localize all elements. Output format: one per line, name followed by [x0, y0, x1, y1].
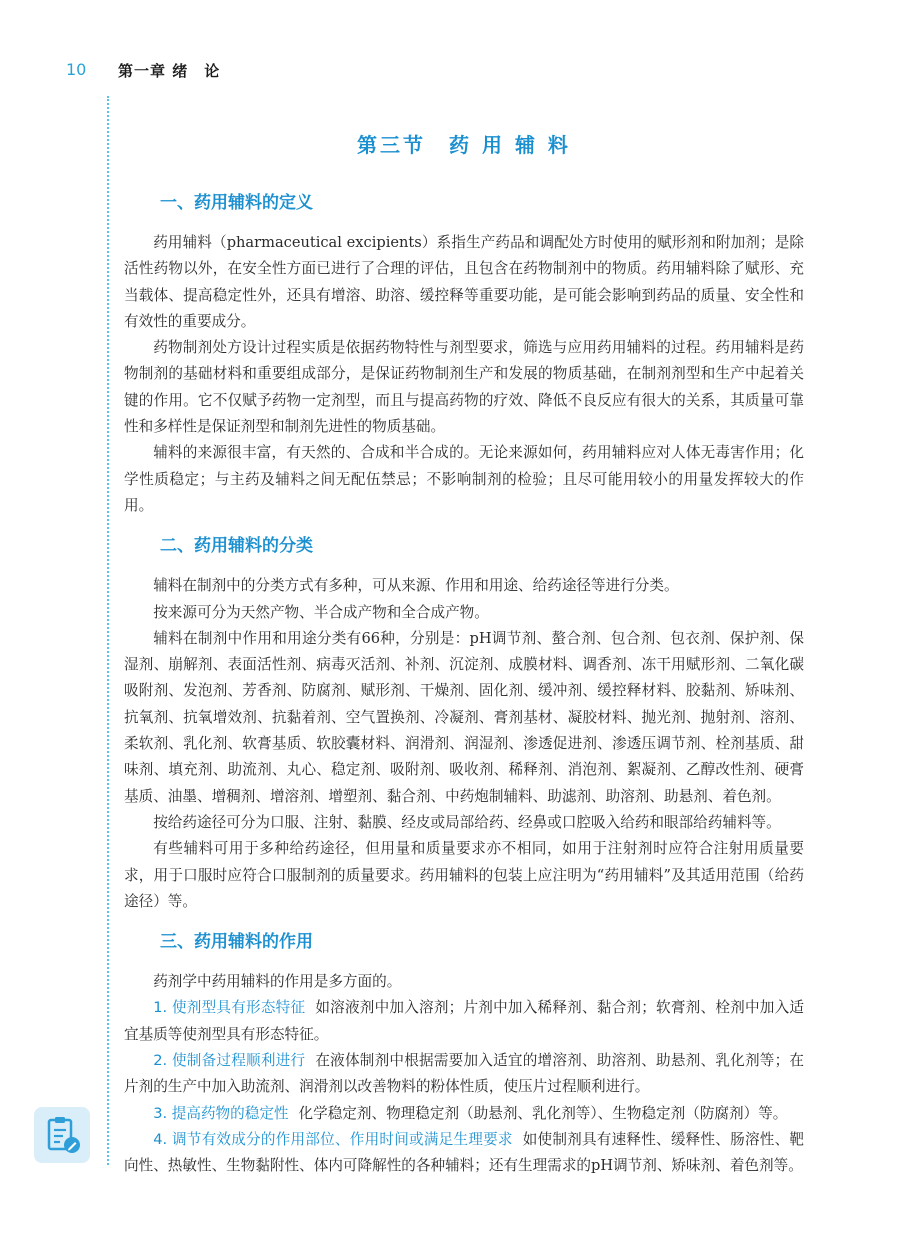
paragraph: 辅料在制剂中作用和用途分类有66种，分别是：pH调节剂、螯合剂、包合剂、包衣剂、保护剂、保湿剂、崩解剂、表面活性剂、病毒灭活剂、补剂、沉淀剂、成膜材料、调香剂、冻干用赋形剂、二氧化碳吸附剂、发泡剂、芳香剂、防腐剂、赋形剂、干燥剂、固化剂、缓冲剂、缓控释材料、胶黏剂、矫味剂、抗氧剂、抗氧增效剂、抗黏着剂、空气置换剂、冷凝剂、膏剂基材、凝胶材料、抛光剂、抛射剂、溶剂、柔软剂、乳化剂、软膏基质、软胶囊材料、润滑剂、润湿剂、渗透促进剂、渗透压调节剂、栓剂基质、甜味剂、填充剂、助流剂、丸心、稳定剂、吸附剂、吸收剂、稀释剂、消泡剂、絮凝剂、乙醇改性剂、硬膏基质、油墨、增稠剂、增溶剂、增塑剂、黏合剂、中药炮制辅料、助滤剂、助溶剂、助悬剂、着色剂。	[124, 629, 804, 805]
paragraph: 药剂学中药用辅料的作用是多方面的。	[153, 973, 402, 991]
paragraph: 药物制剂处方设计过程实质是依据药物特性与剂型要求，筛选与应用药用辅料的过程。药用辅料是药物制剂的基础材料和重要组成部分，是保证药物制剂生产和发展的物质基础，在制剂剂型和生产中起着关键的作用。它不仅赋予药物一定剂型，而且与提高药物的疗效、降低不良反应有很大的关系，其质量可靠性和多样性是保证剂型和制剂先进性的物质基础。	[124, 339, 804, 436]
margin-dotted-rule	[107, 96, 109, 1165]
item-label: 4. 调节有效成分的作用部位、作用时间或满足生理要求	[153, 1130, 513, 1148]
item-label: 3. 提高药物的稳定性	[153, 1104, 289, 1122]
paragraph: 辅料在制剂中的分类方式有多种，可从来源、作用和用途、给药途径等进行分类。	[153, 577, 679, 595]
item-text: 如使制剂具有速释性、缓释性、肠溶性、靶向性、热敏性、生物黏附性、体内可降解性的各种辅料；还有生理需求的pH调节剂、矫味剂、着色剂等。	[124, 1130, 804, 1175]
page-number: 10	[66, 60, 87, 79]
item-label: 2. 使制备过程顺利进行	[153, 1052, 306, 1070]
paragraph: 辅料的来源很丰富，有天然的、合成和半合成的。无论来源如何，药用辅料应对人体无毒害作用；化学性质稳定；与主药及辅料之间无配伍禁忌；不影响制剂的检验；且尽可能用较小的用量发挥较大的作用。	[124, 444, 804, 514]
chapter-title: 第一章 绪 论	[118, 62, 221, 80]
item-text: 如溶液剂中加入溶剂；片剂中加入稀释剂、黏合剂；软膏剂、栓剂中加入适宜基质等使剂型具有形态特征。	[124, 999, 804, 1043]
list-item	[124, 1101, 804, 1127]
paragraph: 药用辅料（pharmaceutical excipients）系指生产药品和调配处方时使用的赋形剂和附加剂；是除活性药物以外，在安全性方面已进行了合理的评估，且包含在药物制剂中的物质。药用辅料除了赋形、充当载体、提高稳定性外，还具有增溶、助溶、缓控释等重要功能，是可能会影响到药品的质量、安全性和有效性的重要成分。	[124, 234, 804, 330]
heading-definition: 一、药用辅料的定义	[160, 193, 313, 213]
list-item	[124, 995, 804, 1048]
heading-functions: 三、药用辅料的作用	[160, 932, 313, 953]
notes-edit-icon	[34, 1107, 90, 1163]
paragraph: 按给药途径可分为口服、注射、黏膜、经皮或局部给药、经鼻或口腔吸入给药和眼部给药辅料等。	[153, 813, 781, 831]
section-title: 第三节 药 用 辅 料	[357, 133, 571, 157]
heading-classification: 二、药用辅料的分类	[160, 536, 313, 557]
item-text: 在液体制剂中根据需要加入适宜的增溶剂、助溶剂、助悬剂、乳化剂等；在片剂的生产中加入助流剂、润滑剂以改善物料的粉体性质，使压片过程顺利进行。	[124, 1052, 804, 1096]
item-text: 化学稳定剂、物理稳定剂（助悬剂、乳化剂等）、生物稳定剂（防腐剂）等。	[298, 1104, 788, 1122]
page-content	[124, 130, 804, 1180]
list-item	[124, 1127, 804, 1180]
list-item	[124, 1048, 804, 1101]
item-label: 1. 使剂型具有形态特征	[153, 999, 306, 1017]
paragraph: 按来源可分为天然产物、半合成产物和全合成产物。	[153, 603, 489, 621]
paragraph: 有些辅料可用于多种给药途径，但用量和质量要求亦不相同，如用于注射剂时应符合注射用质量要求，用于口服时应符合口服制剂的质量要求。药用辅料的包装上应注明为“药用辅料”及其适用范围（给药途径）等。	[124, 840, 804, 910]
